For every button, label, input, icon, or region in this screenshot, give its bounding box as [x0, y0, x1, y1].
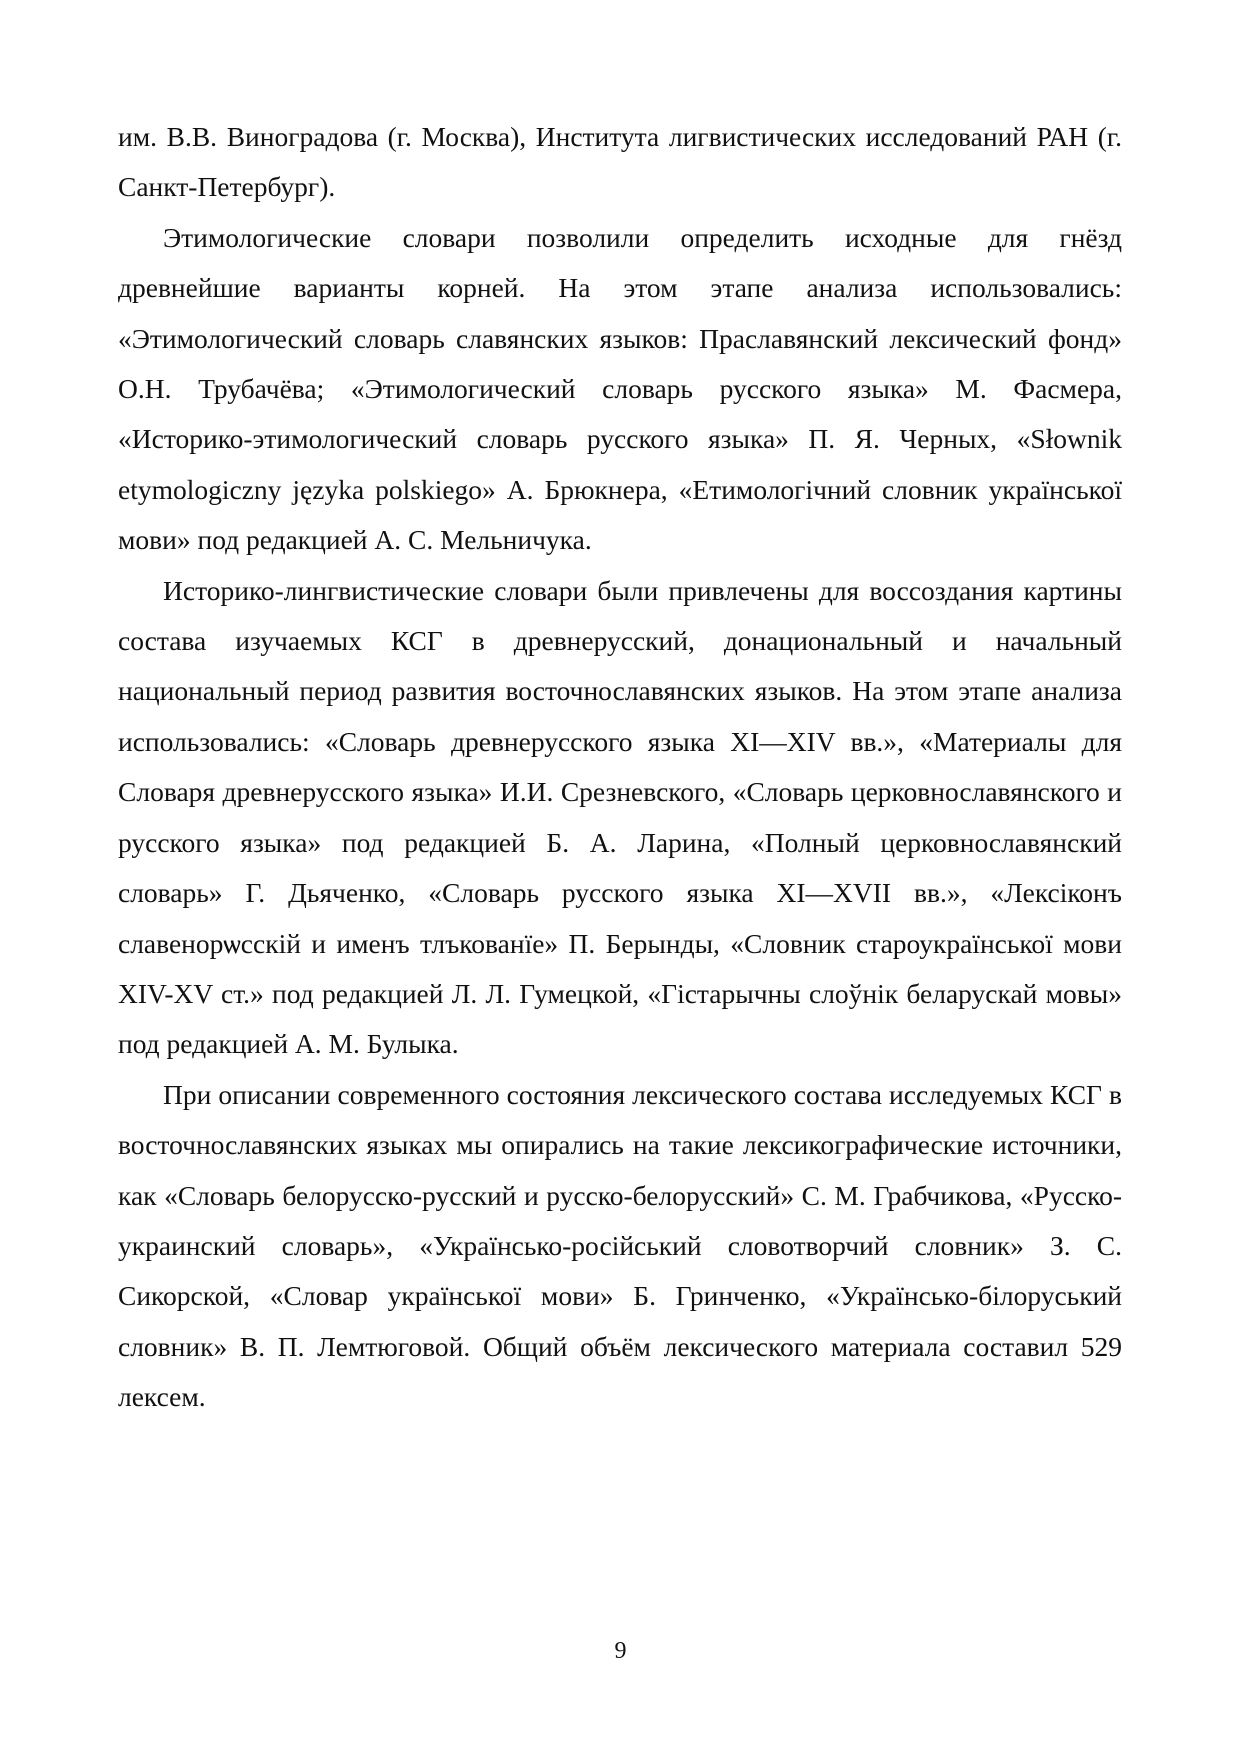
body-text: [118, 112, 1122, 1423]
paragraph-historical-dictionaries: Историко-лингвистические словари были привлечены для воссоздания картины состава изучаемых КСГ в древнерусский, донациональный и начальный национальный период развития восточнославянских языков. На этом этапе анализа использовались: «Словарь древнерусского языка XI—XIV вв.», «Материалы для Словаря древнерусского языка» И.И. Срезневского, «Словарь церковнославянского и русского языка» под редакцией Б. А. Ларина, «Полный церковнославянский словарь» Г. Дьяченко, «Словарь русского языка XI—XVII вв.», «Лексіконъ славенорѡсскій и именъ тлъкованїе» П. Берынды, «Словник староукраїнської мови XIV-XV ст.» под редакцией Л. Л. Гумецкой, «Гістарычны слоўнік беларускай мовы» под редакцией А. М. Булыка.: [118, 574, 1122, 1060]
paragraph-etymological-dictionaries: Этимологические словари позволили определить исходные для гнёзд древнейшие варианты корней. На этом этапе анализа использовались: «Этимологический словарь славянских языков: Праславянский лексический фонд» О.Н. Трубачёва; «Этимологический словарь русского языка» М. Фасмера, «Историко-этимологический словарь русского языка» П. Я. Черных, «Słownik etymologiczny języka polskiego» А. Брюкнера, «Етимологічний словник української мови» под редакцией А. С. Мельничука.: [118, 221, 1122, 556]
paragraph-continuation: им. В.В. Виноградова (г. Москва), Института лигвистических исследований РАН (г. Санкт-Петербург).: [118, 121, 1122, 203]
paragraph-modern-sources: При описании современного состояния лексического состава исследуемых КСГ в восточнославянских языках мы опирались на такие лексикографические источники, как «Словарь белорусско-русский и русско-белорусский» С. М. Грабчикова, «Русско-украинский словарь», «Українсько-російський словотворчий словник» З. С. Сикорской, «Словар української мови» Б. Гринченко, «Українсько-білоруський словник» В. П. Лемтюговой. Общий объём лексического материала составил 529 лексем.: [118, 1078, 1122, 1413]
page-number: 9: [614, 1638, 627, 1664]
